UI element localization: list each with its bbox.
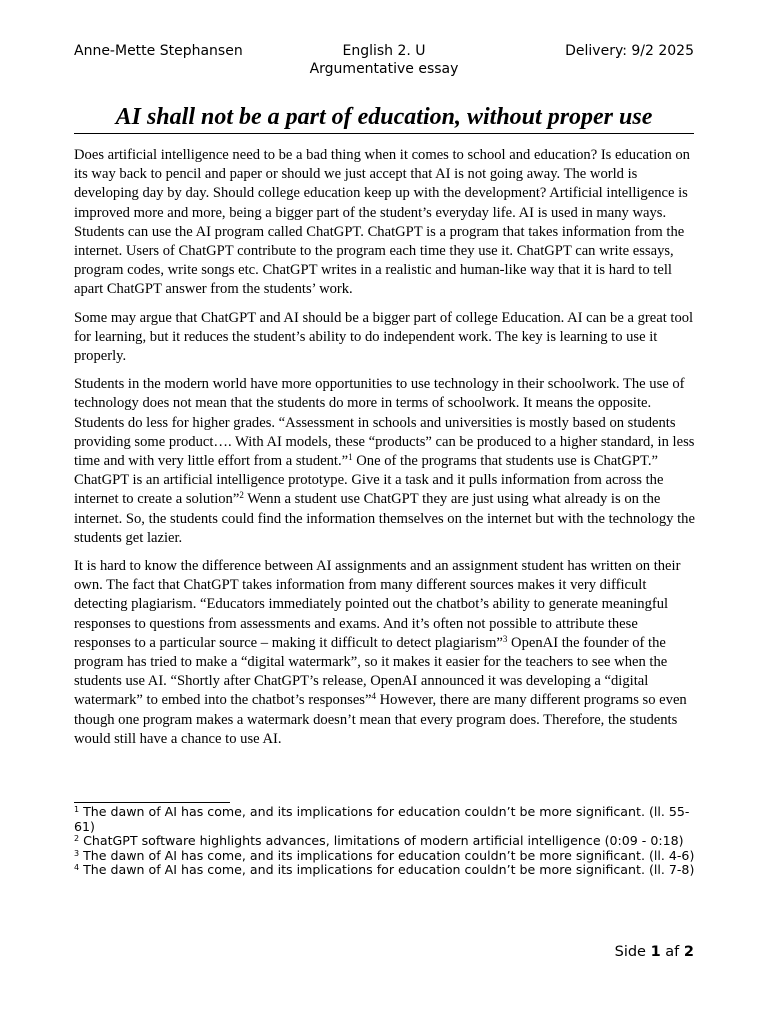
page-total: 2 [683,944,694,960]
footnote-mark: 4 [74,863,80,872]
paragraph-3-part-2: One of the programs that students use is ChatGPT.” ChatGPT is an artificial intelligence prototype. Give it a task and it pulls information from across the internet to create a solution” [74,453,664,508]
essay-type: Argumentative essay [309,61,459,77]
page-label: Side [614,944,646,960]
footnote-ref-2[interactable]: 2 [239,490,244,501]
footnote-mark: 2 [74,834,80,843]
footnote-3 [74,849,696,864]
delivery-date: Delivery: 9/2 2025 [565,43,694,59]
course-name: English 2. U [342,43,426,59]
page-number [615,944,694,960]
author-name: Anne-Mette Stephansen [74,43,243,59]
footnote-text: ChatGPT software highlights advances, limitations of modern artificial intelligence (0:09 - 0:18) [83,833,684,848]
page-current: 1 [650,944,661,960]
footnote-1 [74,805,696,834]
paragraph-3-part-1: Students in the modern world have more opportunities to use technology in their schoolwork. The use of technology does not mean that the students do more in terms of schoolwork. It means the opposite. Students do less for higher grades. “Assessment in schools and universities is mostly based on students providing some product…. With AI models, these “products” can be produced to a higher standard, in less time and with very little effort from a student.” [74,376,695,470]
paragraph-4-part-1: It is hard to know the difference between AI assignments and an assignment student has written on their own. The fact that ChatGPT takes information from many different sources makes it very difficult detecting plagiarism. “Educators immediately pointed out the chatbot’s ability to generate meaningful responses to questions from assessments and exams. And it’s often not possible to attribute these responses to a particular source – making it difficult to detect plagiarism” [74,558,681,651]
essay-body [74,146,696,758]
paragraph-3 [74,375,696,548]
footnote-ref-4[interactable]: 4 [371,691,376,702]
paragraph-1: Does artificial intelligence need to be a bad thing when it comes to school and education? Is education on its way back to pencil and paper or should we just accept that AI is not going away. The world is developing day by day. Should college education keep up with the development? Artificial intelligence is improved more and more, being a bigger part of the student’s everyday life. AI is used in many ways. Students can use the AI program called ChatGPT. ChatGPT is a program that takes information from the internet. Users of ChatGPT contribute to the program each time they use it. ChatGPT can write essays, program codes, write songs etc. ChatGPT writes in a realistic and human-like way that it is hard to tell apart ChatGPT answer from the students’ work. [74,147,690,298]
paragraph-4 [74,557,696,749]
paragraph-4-part-2: OpenAI the founder of the program has tried to make a “digital watermark”, so it makes it easier for the teachers to see when the students use AI. “Shortly after ChatGPT’s release, OpenAI announced it was developing a “digital watermark” to embed into the chatbot’s responses” [74,634,668,709]
footnote-text: The dawn of AI has come, and its implications for education couldn’t be more significant. (ll. 7-8) [83,862,695,877]
footnote-2 [74,834,696,849]
footnote-ref-1[interactable]: 1 [348,452,353,463]
footnote-mark: 1 [74,805,80,814]
footnote-text: The dawn of AI has come, and its implications for education couldn’t be more significant. (ll. 55-61) [74,804,690,834]
footnote-text: The dawn of AI has come, and its implications for education couldn’t be more significant. (ll. 4-6) [83,847,695,863]
paragraph-4-part-3: However, there are many different programs so even though one program makes a watermark doesn’t mean that every program does. Therefore, the students would still have a chance to use AI. [74,692,687,747]
paragraph-2: Some may argue that ChatGPT and AI should be a bigger part of college Education. AI can be a great tool for learning, but it reduces the student’s ability to do independent work. The key is learning to use it properly. [74,309,694,365]
paragraph-3-part-3: Wenn a student use ChatGPT they are just using what already is on the internet. So, the students could find the information themselves on the internet but with the technology the students get lazier. [74,491,695,546]
essay-title: AI shall not be a part of education, without proper use [74,102,694,134]
footnote-separator [74,802,230,803]
footnotes [74,805,696,878]
footnote-mark: 3 [74,848,80,858]
page-header [74,42,694,82]
page-of-label: af [665,944,680,960]
footnote-4 [74,863,696,878]
footnote-ref-3[interactable]: 3 [502,633,508,644]
